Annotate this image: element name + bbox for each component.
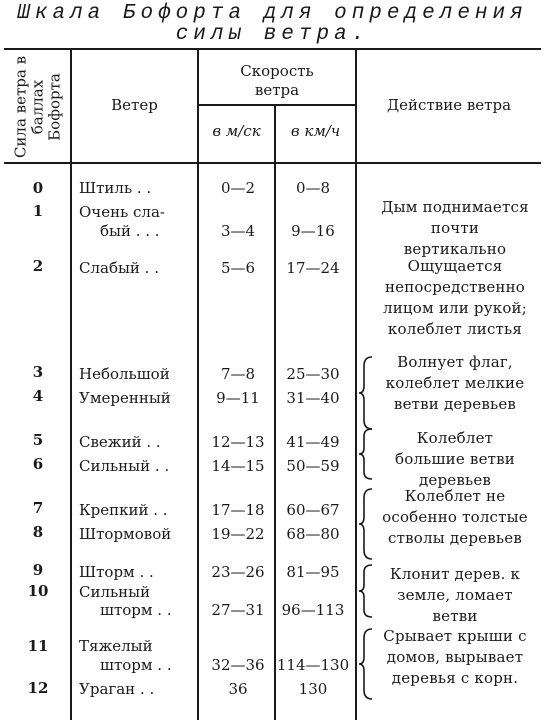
wind-name: Свежий . . [79,433,161,451]
column-rule-2 [197,48,199,720]
speed-kmh: 81—95 [286,563,340,581]
speed-ms: 23—26 [211,563,265,581]
wind-name: Слабый . . [79,259,159,277]
speed-kmh: 0—8 [295,179,331,197]
force-value: 3 [32,363,44,381]
speed-ms: 12—13 [211,433,265,451]
speed-ms: 32—36 [211,656,265,674]
force-value: 11 [27,637,49,655]
effect-text: Срывает крыши с домов, вырывает деревья с корн. [383,627,527,687]
speed-kmh: 41—49 [286,433,340,451]
header-ms: в м/ск [212,122,261,140]
speed-kmh: 50—59 [286,457,340,475]
force-value: 9 [32,561,44,579]
speed-kmh: 130 [298,680,328,698]
effect-text: Клонит дерев. к земле, ломает ветви [389,565,521,625]
speed-kmh: 9—16 [291,222,335,240]
speed-header-rule [198,104,356,106]
speed-kmh: 17—24 [286,259,340,277]
wind-name: Штиль . . [79,179,152,197]
table-title-line-2: силы ветра. [175,23,370,46]
header-bottom-rule [4,162,541,164]
speed-ms: 3—4 [220,222,256,240]
header-force: Сила ветра в баллах Бофорта [11,55,64,159]
column-rule-4 [355,48,357,720]
speed-ms: 9—11 [216,389,260,407]
effect-text: Ощущается непосредственно лицом или рукой; колеблет листья [382,257,527,338]
table-title-line-1: Шкала Бофорта для определения [17,2,528,25]
speed-kmh: 60—67 [286,501,340,519]
force-value: 8 [32,523,44,541]
wind-name-line2: шторм . . [100,601,172,619]
force-value: 1 [32,202,44,220]
speed-ms: 36 [228,680,248,698]
header-kmh: в км/ч [290,122,341,140]
speed-kmh: 96—113 [281,601,345,619]
brace-rows-11-12 [358,628,374,700]
header-effect: Действие ветра [386,96,512,114]
header-wind: Ветер [111,96,158,114]
speed-ms: 27—31 [211,601,265,619]
wind-name: Умеренный [79,389,171,407]
speed-ms: 0—2 [220,179,256,197]
wind-name: Небольшой [79,365,170,383]
effect-text: Колеблет большие ветви деревьев [394,429,515,489]
speed-ms: 19—22 [211,525,265,543]
brace-rows-9-10 [358,564,374,618]
speed-ms: 5—6 [220,259,256,277]
effect-text: Волнует флаг, колеблет мелкие ветви деревьев [385,353,525,413]
force-value: 6 [32,455,44,473]
force-value: 10 [27,582,49,600]
wind-name-line1: Очень сла- [79,203,165,221]
brace-rows-5-6 [358,428,374,480]
column-rule-1 [70,48,72,720]
table-top-rule [4,48,541,50]
speed-kmh: 31—40 [286,389,340,407]
wind-name: Штормовой [79,525,172,543]
wind-name: Крепкий . . [79,501,168,519]
wind-name-line1: Тяжелый [79,637,153,655]
wind-name-line1: Сильный [79,583,151,601]
wind-name: Ураган . . [79,680,155,698]
speed-ms: 14—15 [211,457,265,475]
force-value: 7 [32,499,44,517]
effect-text: Колеблет не особенно толстые стволы деревьев [382,487,528,547]
speed-ms: 7—8 [220,365,256,383]
header-speed: Скорость ветра [240,62,314,99]
speed-kmh: 68—80 [286,525,340,543]
wind-name: Сильный . . [79,457,170,475]
force-value: 0 [32,179,44,197]
speed-kmh: 25—30 [286,365,340,383]
force-value: 4 [32,387,44,405]
speed-kmh: 114—130 [276,656,350,674]
force-value: 5 [32,431,44,449]
force-value: 12 [27,679,49,697]
brace-rows-3-4 [358,356,374,430]
wind-name: Шторм . . [79,563,154,581]
speed-ms: 17—18 [211,501,265,519]
wind-name-line2: шторм . . [100,656,172,674]
effect-text: Дым поднимается почти вертикально [381,198,529,258]
brace-rows-7-8 [358,488,374,560]
wind-name-line2: бый . . . [100,222,160,240]
force-value: 2 [32,257,44,275]
